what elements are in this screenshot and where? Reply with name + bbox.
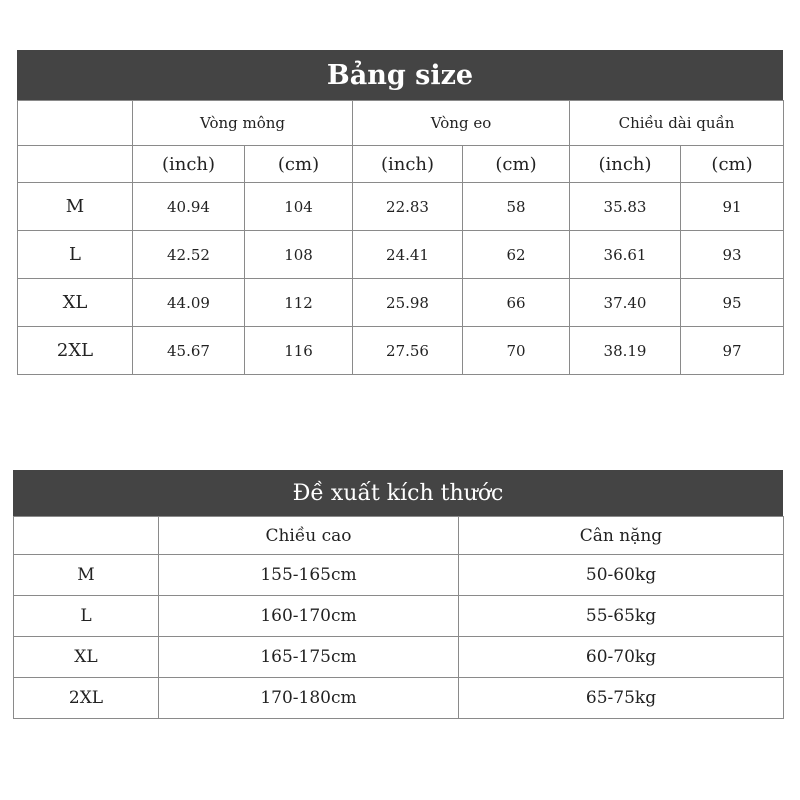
size-label: XL: [18, 279, 133, 327]
table-row: [14, 637, 784, 678]
size-label: 2XL: [14, 678, 159, 719]
value-cell: 112: [245, 279, 353, 327]
value-cell: 35.83: [570, 183, 681, 231]
size-chart-title: Bảng size: [17, 50, 783, 100]
value-cell: 44.09: [133, 279, 245, 327]
height-cell: 170-180cm: [159, 678, 459, 719]
value-cell: 40.94: [133, 183, 245, 231]
height-cell: 155-165cm: [159, 555, 459, 596]
unit-cell: (cm): [463, 146, 570, 183]
recommendation-title: Đề xuất kích thước: [13, 470, 783, 516]
value-cell: 116: [245, 327, 353, 375]
size-label: L: [14, 596, 159, 637]
size-label: XL: [14, 637, 159, 678]
size-chart: [17, 50, 783, 375]
unit-cell: (inch): [133, 146, 245, 183]
weight-header: Cân nặng: [459, 517, 784, 555]
value-cell: 27.56: [353, 327, 463, 375]
value-cell: 104: [245, 183, 353, 231]
table-row: [18, 327, 784, 375]
height-header: Chiều cao: [159, 517, 459, 555]
table-row: [14, 678, 784, 719]
size-label: M: [18, 183, 133, 231]
unit-cell: (cm): [245, 146, 353, 183]
value-cell: 93: [681, 231, 784, 279]
value-cell: 45.67: [133, 327, 245, 375]
value-cell: 97: [681, 327, 784, 375]
weight-cell: 55-65kg: [459, 596, 784, 637]
recommendation-chart: [13, 470, 783, 719]
corner-cell: [18, 101, 133, 146]
table-row: [18, 183, 784, 231]
size-chart-table: [17, 100, 784, 375]
value-cell: 36.61: [570, 231, 681, 279]
value-cell: 37.40: [570, 279, 681, 327]
value-cell: 66: [463, 279, 570, 327]
value-cell: 58: [463, 183, 570, 231]
weight-cell: 50-60kg: [459, 555, 784, 596]
group-hip: Vòng mông: [133, 101, 353, 146]
unit-header-row: [18, 146, 784, 183]
unit-cell: (inch): [353, 146, 463, 183]
recommendation-table: [13, 516, 784, 719]
corner-cell: [18, 146, 133, 183]
value-cell: 108: [245, 231, 353, 279]
unit-cell: (cm): [681, 146, 784, 183]
value-cell: 70: [463, 327, 570, 375]
value-cell: 38.19: [570, 327, 681, 375]
header-row: [14, 517, 784, 555]
value-cell: 62: [463, 231, 570, 279]
value-cell: 95: [681, 279, 784, 327]
group-waist: Vòng eo: [353, 101, 570, 146]
corner-cell: [14, 517, 159, 555]
weight-cell: 65-75kg: [459, 678, 784, 719]
unit-cell: (inch): [570, 146, 681, 183]
size-label: 2XL: [18, 327, 133, 375]
value-cell: 25.98: [353, 279, 463, 327]
value-cell: 24.41: [353, 231, 463, 279]
value-cell: 22.83: [353, 183, 463, 231]
table-row: [14, 596, 784, 637]
height-cell: 165-175cm: [159, 637, 459, 678]
size-label: M: [14, 555, 159, 596]
table-row: [18, 279, 784, 327]
group-length: Chiều dài quần: [570, 101, 784, 146]
value-cell: 42.52: [133, 231, 245, 279]
group-header-row: [18, 101, 784, 146]
size-label: L: [18, 231, 133, 279]
weight-cell: 60-70kg: [459, 637, 784, 678]
value-cell: 91: [681, 183, 784, 231]
table-row: [14, 555, 784, 596]
height-cell: 160-170cm: [159, 596, 459, 637]
table-row: [18, 231, 784, 279]
